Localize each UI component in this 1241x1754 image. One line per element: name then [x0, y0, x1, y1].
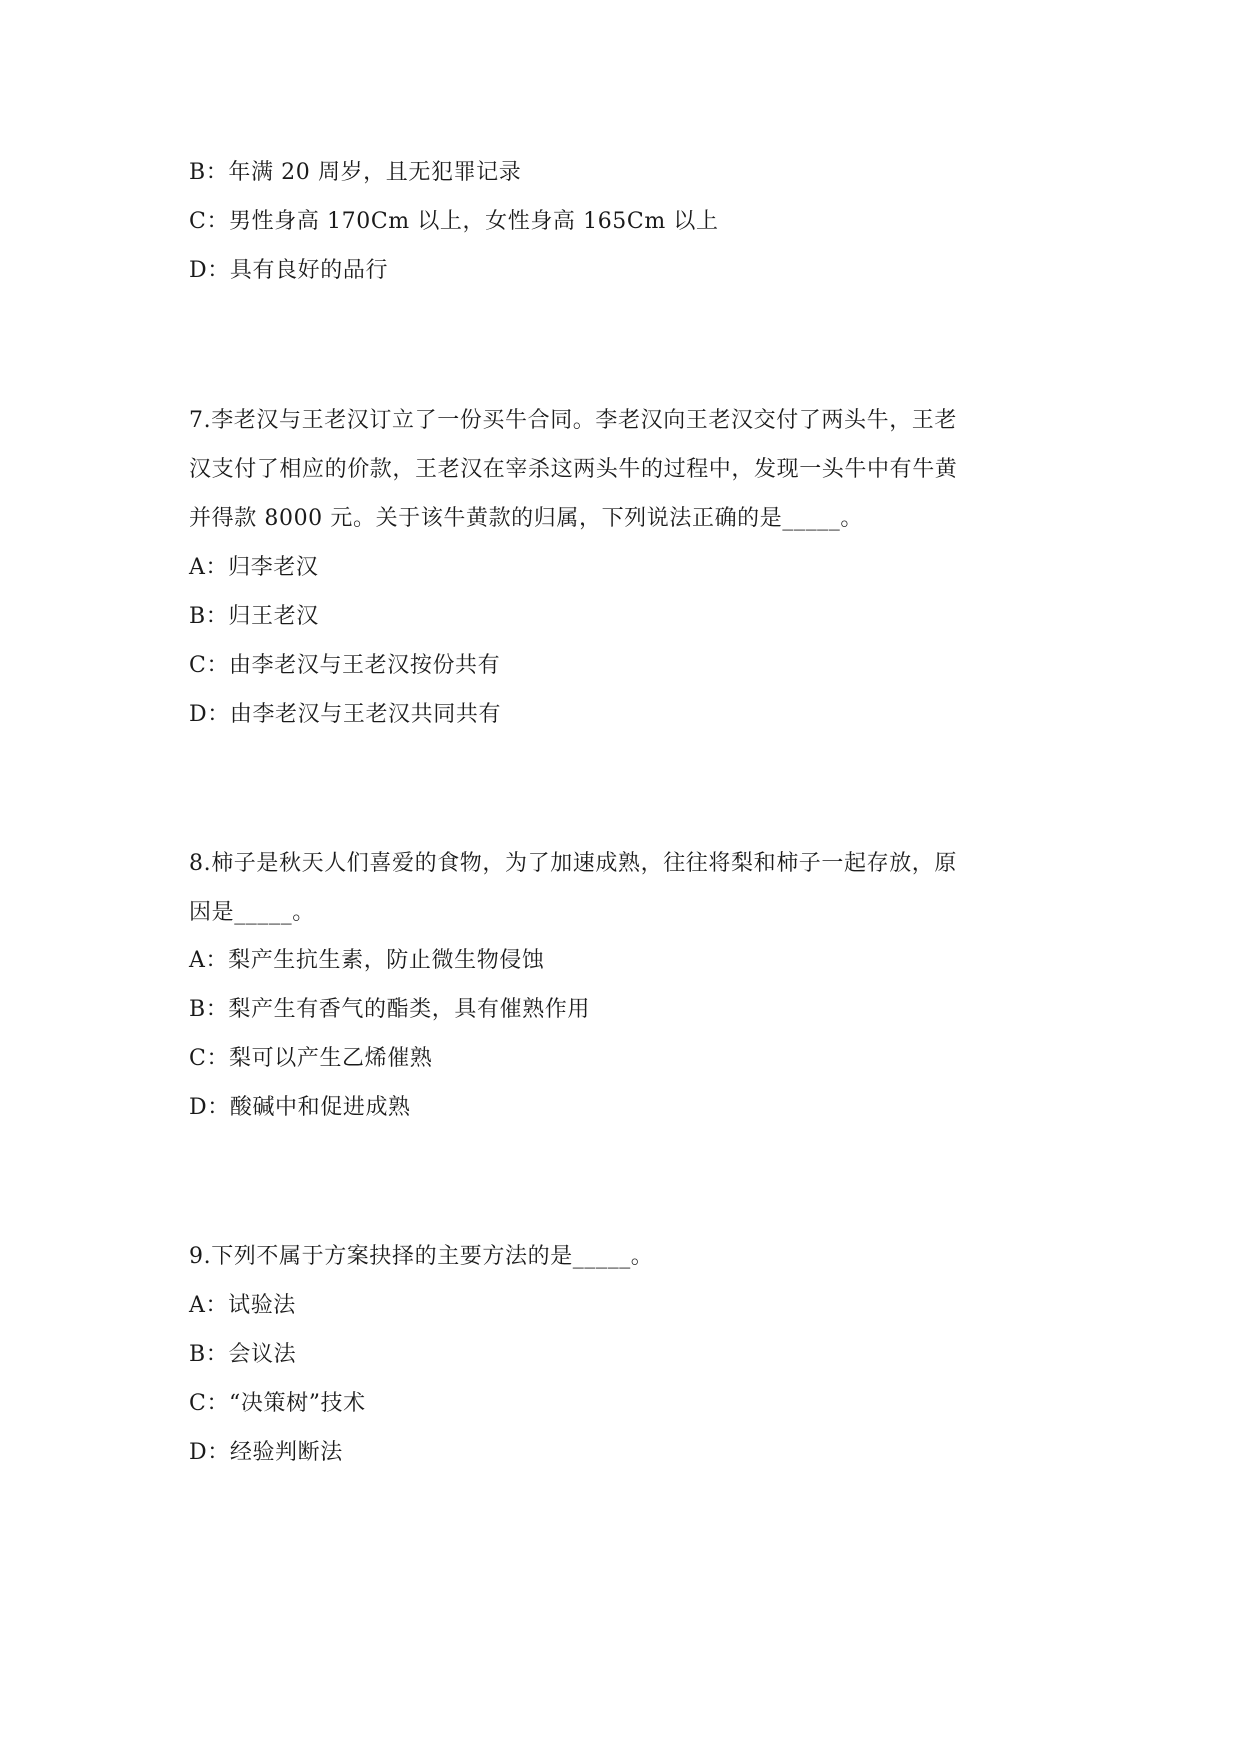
question-stem-text: 下列不属于方案抉择的主要方法的是_____。: [211, 1244, 654, 1269]
option-text: 归王老汉: [228, 604, 319, 629]
option-text: 归李老汉: [228, 555, 319, 580]
option-separator: ：: [207, 702, 230, 727]
option-line: [189, 158, 521, 188]
option-separator: ：: [206, 653, 230, 678]
option-label: C: [189, 1046, 207, 1071]
option-line: [189, 700, 501, 730]
question-stem-text: 柿子是秋天人们喜爱的食物，为了加速成熟，往往将梨和柿子一起存放，原: [211, 851, 958, 876]
option-label: A: [189, 1293, 206, 1318]
option-line: [189, 1044, 432, 1074]
question-number: 9.: [189, 1244, 212, 1269]
option-line: [189, 1389, 366, 1419]
option-text: 具有良好的品行: [229, 258, 389, 283]
option-separator: ：: [205, 997, 229, 1022]
option-text: 年满 20 周岁，且无犯罪记录: [228, 160, 522, 185]
option-label: D: [189, 1440, 208, 1465]
question-stem-line: [189, 849, 957, 879]
option-separator: ：: [205, 1342, 229, 1367]
option-text: 梨产生抗生素，防止微生物侵蚀: [228, 948, 545, 973]
option-text: 由李老汉与王老汉共同共有: [229, 702, 502, 727]
option-line: [189, 1438, 343, 1468]
option-label: C: [189, 1391, 207, 1416]
option-text: 男性身高 170Cm 以上，女性身高 165Cm 以上: [229, 209, 719, 234]
option-text: 会议法: [228, 1342, 297, 1367]
option-text: 经验判断法: [229, 1440, 343, 1465]
option-line: [189, 946, 545, 976]
option-separator: ：: [206, 1391, 230, 1416]
option-label: B: [189, 1342, 206, 1367]
option-label: C: [189, 653, 207, 678]
option-line: [189, 256, 388, 286]
question-stem-text: 因是_____。: [189, 900, 315, 925]
option-separator: ：: [206, 209, 230, 234]
option-separator: ：: [206, 1046, 230, 1071]
option-separator: ：: [207, 258, 230, 283]
question-stem-line: [189, 455, 957, 485]
question-stem-text: 李老汉与王老汉订立了一份买牛合同。李老汉向王老汉交付了两头牛，王老: [211, 408, 958, 433]
option-text: “决策树”技术: [229, 1391, 366, 1416]
question-stem-text: 并得款 8000 元。关于该牛黄款的归属，下列说法正确的是_____。: [189, 506, 863, 531]
question-number: 7.: [189, 408, 212, 433]
option-label: D: [189, 258, 208, 283]
question-stem-line: [189, 504, 863, 534]
option-text: 由李老汉与王老汉按份共有: [229, 653, 501, 678]
option-line: [189, 1340, 296, 1370]
question-stem-line: [189, 1242, 653, 1272]
option-line: [189, 207, 719, 237]
option-line: [189, 553, 319, 583]
option-label: D: [189, 1095, 208, 1120]
option-label: A: [189, 948, 206, 973]
option-line: [189, 1291, 296, 1321]
option-separator: ：: [205, 604, 229, 629]
question-stem-text: 汉支付了相应的价款，王老汉在宰杀这两头牛的过程中，发现一头牛中有牛黄: [189, 457, 958, 482]
option-label: D: [189, 702, 208, 727]
question-stem-line: [189, 406, 957, 436]
option-label: B: [189, 997, 206, 1022]
option-separator: ：: [207, 1095, 230, 1120]
option-separator: ：: [205, 1293, 229, 1318]
option-label: B: [189, 160, 206, 185]
option-line: [189, 602, 319, 632]
option-separator: ：: [205, 948, 229, 973]
option-text: 梨可以产生乙烯催熟: [229, 1046, 433, 1071]
question-stem-line: [189, 898, 315, 928]
option-label: A: [189, 555, 206, 580]
option-text: 梨产生有香气的酯类，具有催熟作用: [228, 997, 590, 1022]
option-text: 酸碱中和促进成熟: [229, 1095, 411, 1120]
option-label: C: [189, 209, 207, 234]
option-separator: ：: [205, 555, 229, 580]
option-text: 试验法: [228, 1293, 296, 1318]
option-line: [189, 995, 590, 1025]
option-separator: ：: [205, 160, 229, 185]
option-line: [189, 1093, 411, 1123]
option-separator: ：: [207, 1440, 230, 1465]
option-label: B: [189, 604, 206, 629]
question-number: 8.: [189, 851, 212, 876]
option-line: [189, 651, 500, 681]
